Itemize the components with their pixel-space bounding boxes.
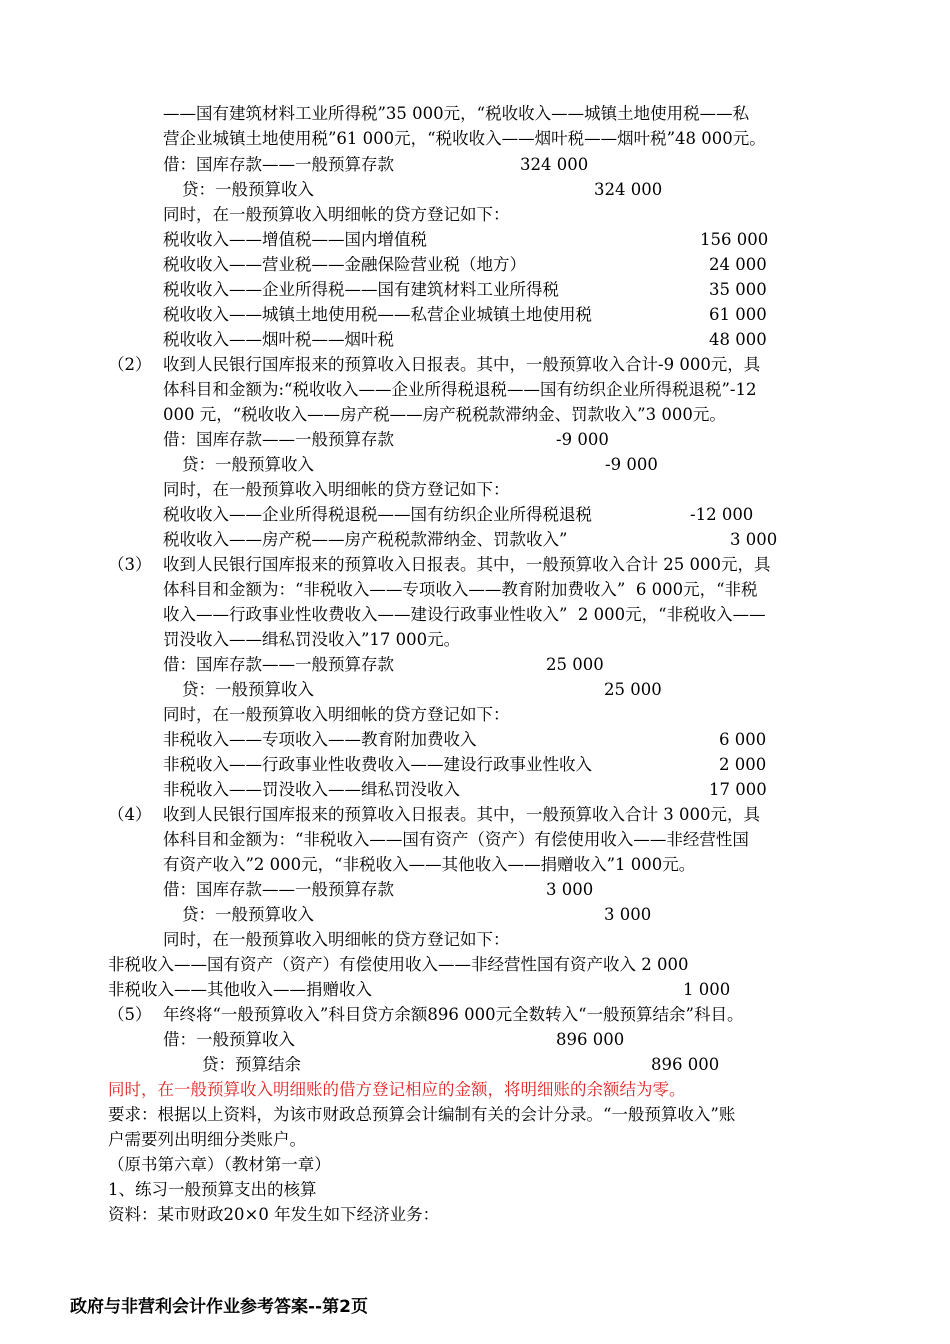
text-line: 非税收入——国有资产（资产）有偿使用收入——非经营性国有资产收入 2 000: [108, 955, 689, 974]
text-line: 6 000: [719, 730, 767, 749]
page-footer: 政府与非营利会计作业参考答案--第2页: [70, 1297, 368, 1317]
text-line: 收入——行政事业性收费收入——建设行政事业性收入” 2 000元，“非税收入——: [163, 605, 766, 624]
text-line: 61 000: [709, 305, 767, 324]
text-line: 000 元，“税收收入——房产税——房产税税款滞纳金、罚款收入”3 000元。: [163, 405, 726, 424]
text-line: ——国有建筑材料工业所得税”35 000元，“税收收入——城镇土地使用税——私: [163, 104, 750, 123]
text-line: 贷：预算结余: [202, 1055, 301, 1074]
text-line: 非税收入——其他收入——捐赠收入: [108, 980, 372, 999]
text-line: 体科目和金额为：“非税收入——国有资产（资产）有偿使用收入——非经营性国: [163, 830, 749, 849]
text-line: 同时，在一般预算收入明细帐的贷方登记如下：: [163, 930, 510, 949]
text-line: 896 000: [651, 1055, 720, 1074]
text-line: 17 000: [709, 780, 767, 799]
text-line: 同时，在一般预算收入明细账的借方登记相应的金额，将明细账的余额结为零。: [108, 1080, 686, 1099]
text-line: 1、练习一般预算支出的核算: [108, 1180, 317, 1199]
text-line: 非税收入——行政事业性收费收入——建设行政事业性收入: [163, 755, 592, 774]
text-line: （原书第六章）（教材第一章）: [108, 1155, 331, 1174]
text-line: 324 000: [594, 180, 663, 199]
text-line: 借：国库存款——一般预算存款: [163, 655, 394, 674]
text-line: 48 000: [709, 330, 767, 349]
text-line: （5）: [108, 1005, 152, 1024]
text-line: -12 000: [690, 505, 754, 524]
text-line: 借：国库存款——一般预算存款: [163, 880, 394, 899]
text-line: 贷：一般预算收入: [182, 180, 314, 199]
text-line: （4）: [108, 805, 152, 824]
text-line: 同时，在一般预算收入明细帐的贷方登记如下：: [163, 705, 510, 724]
text-line: 896 000: [556, 1030, 625, 1049]
text-line: 要求：根据以上资料，为该市财政总预算会计编制有关的会计分录。“一般预算收入”账: [108, 1105, 736, 1124]
text-line: 非税收入——罚没收入——缉私罚没收入: [163, 780, 460, 799]
text-line: 3 000: [546, 880, 594, 899]
text-line: 1 000: [683, 980, 731, 999]
text-line: （3）: [108, 555, 152, 574]
text-line: 有资产收入”2 000元，“非税收入——其他收入——捐赠收入”1 000元。: [163, 855, 696, 874]
text-line: 同时，在一般预算收入明细帐的贷方登记如下：: [163, 205, 510, 224]
text-line: 借：国库存款——一般预算存款: [163, 430, 394, 449]
text-line: 税收收入——房产税——房产税税款滞纳金、罚款收入”: [163, 530, 568, 549]
text-line: 借：国库存款——一般预算存款: [163, 155, 394, 174]
text-line: 税收收入——企业所得税——国有建筑材料工业所得税: [163, 280, 559, 299]
text-line: 贷：一般预算收入: [182, 905, 314, 924]
text-line: 营企业城镇土地使用税”61 000元，“税收收入——烟叶税——烟叶税”48 000元。: [163, 129, 766, 148]
text-line: 3 000: [730, 530, 778, 549]
text-line: 税收收入——城镇土地使用税——私营企业城镇土地使用税: [163, 305, 592, 324]
text-line: 35 000: [709, 280, 767, 299]
text-line: 2 000: [719, 755, 767, 774]
text-line: 税收收入——营业税——金融保险营业税（地方）: [163, 255, 526, 274]
text-line: 资料：某市财政20×0 年发生如下经济业务：: [108, 1205, 440, 1224]
text-line: 收到人民银行国库报来的预算收入日报表。其中，一般预算收入合计 3 000元，具: [163, 805, 760, 824]
text-line: （2）: [108, 355, 152, 374]
text-line: 体科目和金额为：“非税收入——专项收入——教育附加费收入” 6 000元，“非税: [163, 580, 758, 599]
text-line: -9 000: [556, 430, 609, 449]
text-line: 借：一般预算收入: [163, 1030, 295, 1049]
text-line: 收到人民银行国库报来的预算收入日报表。其中，一般预算收入合计 25 000元，具: [163, 555, 771, 574]
text-line: 贷：一般预算收入: [182, 455, 314, 474]
text-line: 3 000: [604, 905, 652, 924]
text-line: 年终将“一般预算收入”科目贷方余额896 000元全数转入“一般预算结余”科目。: [163, 1005, 744, 1024]
text-line: 24 000: [709, 255, 767, 274]
text-line: 贷：一般预算收入: [182, 680, 314, 699]
text-line: 税收收入——企业所得税退税——国有纺织企业所得税退税: [163, 505, 592, 524]
text-line: 户需要列出明细分类账户。: [108, 1130, 306, 1149]
text-line: 罚没收入——缉私罚没收入”17 000元。: [163, 630, 461, 649]
text-line: 收到人民银行国库报来的预算收入日报表。其中，一般预算收入合计-9 000元，具: [163, 355, 761, 374]
text-line: 税收收入——烟叶税——烟叶税: [163, 330, 394, 349]
text-line: 25 000: [546, 655, 604, 674]
text-line: 非税收入——专项收入——教育附加费收入: [163, 730, 477, 749]
text-line: -9 000: [605, 455, 658, 474]
text-line: 156 000: [700, 230, 769, 249]
text-line: 25 000: [604, 680, 662, 699]
text-line: 324 000: [520, 155, 589, 174]
text-line: 税收收入——增值税——国内增值税: [163, 230, 427, 249]
text-line: 同时，在一般预算收入明细帐的贷方登记如下：: [163, 480, 510, 499]
text-line: 体科目和金额为:“税收收入——企业所得税退税——国有纺织企业所得税退税”-12: [163, 380, 757, 399]
